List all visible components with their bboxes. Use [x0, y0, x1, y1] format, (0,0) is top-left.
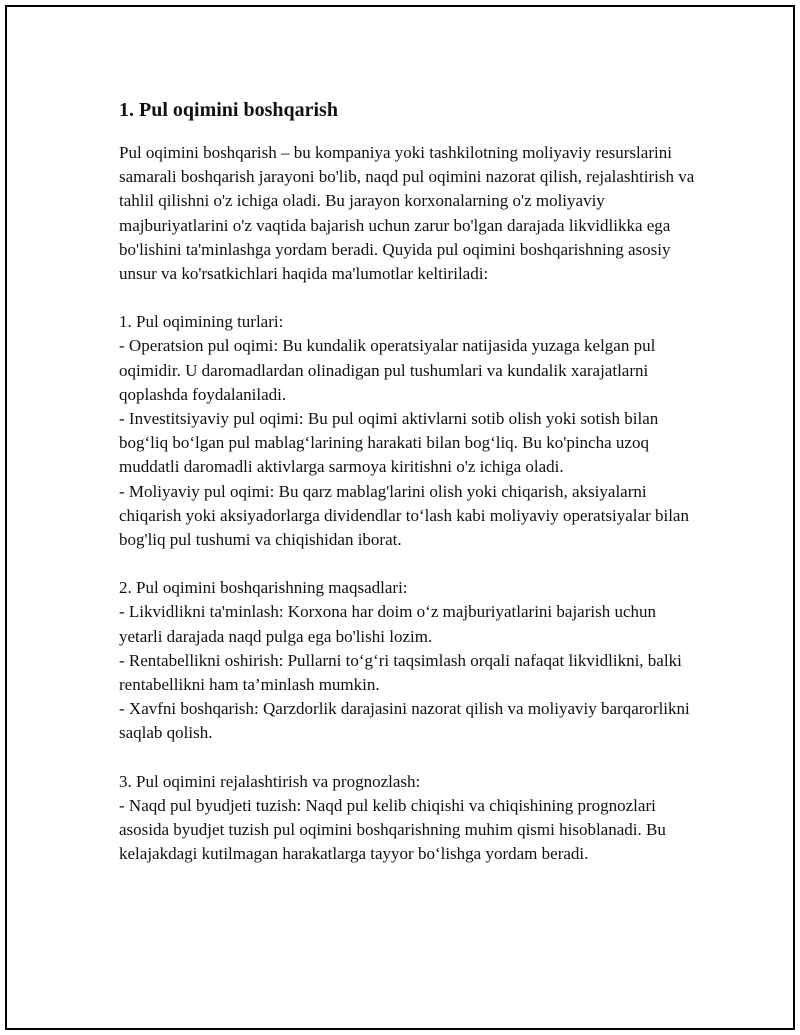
section-item: - Xavfni boshqarish: Qarzdorlik darajasini nazorat qilish va moliyaviy barqarorlikni saqlab qolish. [119, 699, 690, 743]
section-item: - Naqd pul byudjeti tuzish: Naqd pul kelib chiqishi va chiqishining prognozlari asosida byudjet tuzish pul oqimini boshqarishning muhim qismi hisoblanadi. Bu kelajakdagi kutilmagan harakatlarga tayyor bo‘lishga yordam beradi. [119, 795, 666, 864]
section-goals [119, 576, 699, 745]
section-planning [119, 770, 699, 867]
document-content [119, 97, 699, 890]
section-heading: 2. Pul oqimini boshqarishning maqsadlari: [119, 578, 408, 598]
document-page [5, 5, 795, 1030]
section-item: - Rentabellikni oshirish: Pullarni to‘g‘ri taqsimlash orqali nafaqat likvidlikni, balki rentabellikni ham ta’minlash mumkin. [119, 650, 682, 695]
section-item: - Operatsion pul oqimi: Bu kundalik operatsiyalar natijasida yuzaga kelgan pul oqimidir. U daromadlardan olinadigan pul tushumlari va kundalik xarajatlarni qoplashda foydalaniladi. [119, 336, 656, 404]
section-item: - Moliyaviy pul oqimi: Bu qarz mablag'larini olish yoki chiqarish, aksiyalarni chiqarish yoki aksiyadorlarga dividendlar to‘lash kabi moliyaviy operatsiyalar bilan bog'liq pul tushumi va chiqishidan iborat. [119, 481, 689, 550]
section-item: - Investitsiyaviy pul oqimi: Bu pul oqimi aktivlarni sotib olish yoki sotish bilan bog‘liq bo‘lgan pul mablag‘larining harakati bilan bog‘liq. Bu ko'pincha uzoq muddatli daromadli aktivlarga sarmoya kiritishni o'z ichiga oladi. [119, 409, 659, 477]
intro-paragraph: Pul oqimini boshqarish – bu kompaniya yoki tashkilotning moliyaviy resurslarini samarali boshqarish jarayoni bo'lib, naqd pul oqimini nazorat qilish, rejalashtirish va tahlil qilishni o'z ichiga oladi. Bu jarayon korxonalarning o'z moliyaviy majburiyatlarini o'z vaqtida bajarish uchun zarur bo'lgan darajada likvidlikka ega bo'lishini ta'minlashga yordam beradi. Quyida pul oqimini boshqarishning asosiy unsur va ko'rsatkichlari haqida ma'lumotlar keltiriladi: [119, 143, 695, 284]
section-item: - Likvidlikni ta'minlash: Korxona har doim o‘z majburiyatlarini bajarish uchun yetarli darajada naqd pulga ega bo'lishi lozim. [119, 602, 657, 646]
section-cash-flow-types [119, 310, 699, 552]
section-heading: 3. Pul oqimini rejalashtirish va prognozlash: [119, 771, 421, 791]
document-title: 1. Pul oqimini boshqarish [119, 99, 338, 121]
section-heading: 1. Pul oqimining turlari: [119, 312, 284, 332]
